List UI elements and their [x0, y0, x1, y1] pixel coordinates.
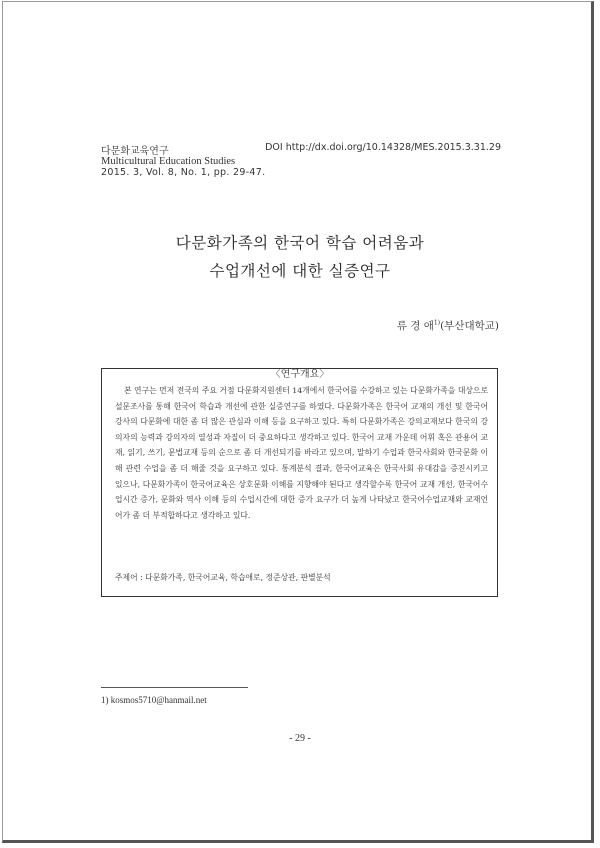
paper-title-line-2: 수업개선에 대한 실증연구 — [209, 262, 391, 280]
journal-name: 다문화교육연구 — [101, 146, 169, 157]
journal-english-name: Multicultural Education Studies — [101, 156, 236, 167]
paper-title-line-1: 다문화가족의 한국어 학습 어려움과 — [175, 234, 425, 252]
author-line — [397, 318, 499, 333]
keywords: 주제어 : 다문화가족, 한국어교육, 학습애로, 정준상관, 판별분석 — [115, 573, 331, 582]
footnote-mark: 1) — [433, 319, 441, 327]
footnote-email: 1) kosmos5710@hanmail.net — [101, 695, 207, 705]
abstract-heading: 〈연구개요〉 — [265, 369, 336, 380]
doi-link[interactable]: DOI http://dx.doi.org/10.14328/MES.2015.3.31.29 — [265, 142, 501, 153]
footnote-divider — [101, 687, 248, 688]
page-number: - 29 - — [289, 733, 311, 744]
author-affiliation: (부산대학교) — [440, 320, 499, 332]
abstract-body: 본 연구는 먼저 전국의 주요 거점 다문화지원센터 14개에서 한국어를 수강하고 있는 다문화가족을 대상으로 설문조사를 통해 한국어 학습과 개선에 관한 실증연구를 하였다. 다문화가족은 한국어 교재의 개선 및 한국어 강사의 다문화에 대한 좀 더 많은 관심과 이해 등을 요구하고 있다. 특히 다문화가족은 강의교재보다 한국의 강의자의 능력과 강의자의 열성과 자질이 더 중요하다고 생각하고 있다. 한국어 교재 가운데 어휘 혹은 관용어 교재, 읽기, 쓰기, 문법교재 등의 순으로 좀 더 개선되기를 바라고 있으며, 말하기 수업과 한국사회와 한국문화 이해 관련 수업을 좀 더 해줄 것을 요구하고 있다. 통계분석 결과, 한국어교육은 한국사회 유대감을 증진시키고 있으나, 다문화가족이 한국어교육은 상호문화 이해를 지향해야 된다고 생각할수록 한국어 교재 개선, 한국어수업시간 증가, 문화와 역사 이해 등의 수업시간에 대한 증가 요구가 더 높게 나타났고 한국어수업교재와 교재언어가 좀 더 부적합하다고 생각하고 있다. — [115, 386, 488, 520]
abstract-heading-wrap — [0, 362, 600, 381]
journal-issue: 2015. 3, Vol. 8, No. 1, pp. 29-47. — [101, 167, 266, 178]
author-name: 류 경 애 — [396, 320, 434, 332]
